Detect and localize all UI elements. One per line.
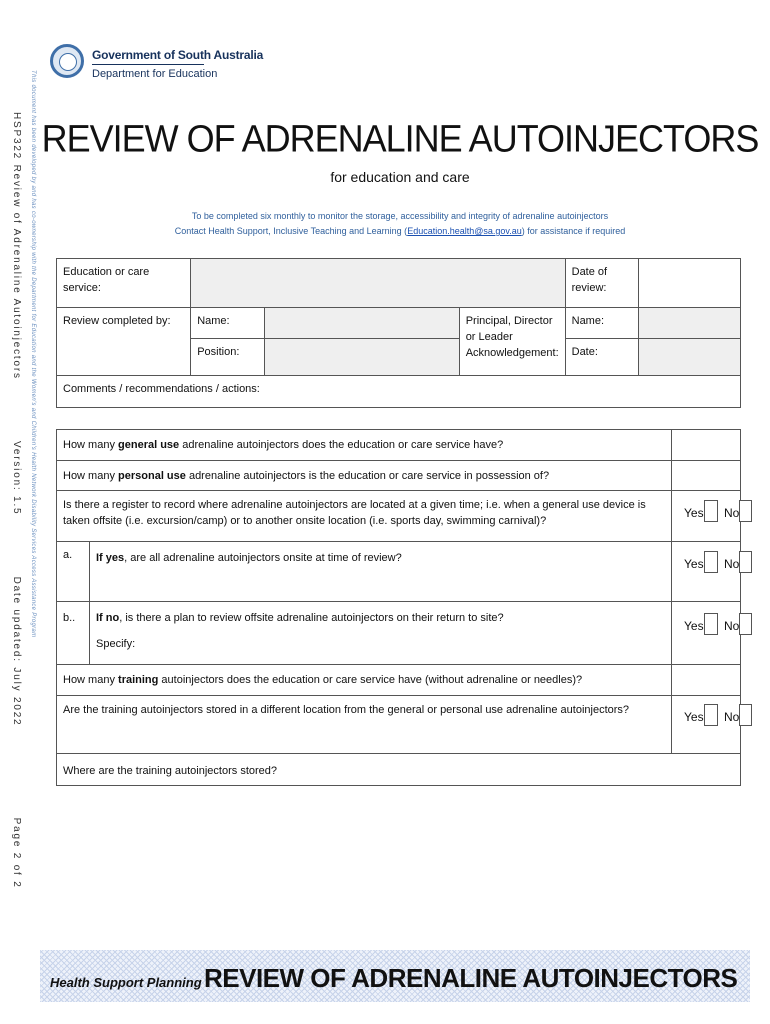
register-no-checkbox[interactable] bbox=[739, 500, 752, 522]
position-field[interactable] bbox=[264, 339, 459, 376]
page-title: REVIEW OF ADRENALINE AUTOINJECTORS bbox=[41, 116, 759, 160]
footer-title: REVIEW OF ADRENALINE AUTOINJECTORS bbox=[204, 963, 738, 993]
specify-label: Specify: bbox=[96, 638, 136, 650]
onsite-no-checkbox[interactable] bbox=[739, 551, 752, 573]
instructions-post: ) for assistance if required bbox=[521, 226, 626, 236]
no-label: No bbox=[724, 506, 740, 520]
question-training-location-different: Are the training autoinjectors stored in a different location from the general or personal use adrenaline autoinjectors? bbox=[57, 696, 672, 754]
yes-label: Yes bbox=[684, 710, 704, 724]
footer-program-name: Health Support Planning bbox=[50, 975, 202, 990]
name-field[interactable] bbox=[264, 308, 459, 339]
side-ownership-note: This document has been developed by and has co-ownership with the Department for Education and the Women's and Children's Health Network Disability Services Access Assistance Program bbox=[30, 70, 36, 638]
government-crest-logo bbox=[50, 44, 84, 78]
question-b: If no, is there a plan to review offsite adrenaline autoinjectors on their return to site? Specify: bbox=[90, 602, 672, 665]
yes-label: Yes bbox=[684, 619, 704, 633]
comments-label[interactable]: Comments / recommendations / actions: bbox=[57, 376, 741, 408]
principal-name-field[interactable] bbox=[638, 308, 740, 339]
name-label: Name: bbox=[191, 308, 265, 339]
page-subtitle: for education and care bbox=[330, 169, 470, 185]
plan-yes-checkbox[interactable] bbox=[704, 613, 718, 635]
question-a: If yes, are all adrenaline autoinjectors onsite at time of review? bbox=[90, 542, 672, 602]
question-training-count: How many training autoinjectors does the education or care service have (without adrenaline or needles)? bbox=[57, 665, 672, 696]
answer-personal-use-field[interactable] bbox=[672, 461, 741, 491]
service-field[interactable] bbox=[191, 259, 565, 308]
plan-no-checkbox[interactable] bbox=[739, 613, 752, 635]
principal-name-label: Name: bbox=[565, 308, 638, 339]
date-of-review-field[interactable] bbox=[638, 259, 740, 308]
no-label: No bbox=[724, 557, 740, 571]
instructions-line-1: To be completed six monthly to monitor the storage, accessibility and integrity of adrenaline autoinjectors bbox=[191, 211, 609, 221]
principal-date-label: Date: bbox=[565, 339, 638, 376]
onsite-yes-checkbox[interactable] bbox=[704, 551, 718, 573]
department-name: Department for Education bbox=[92, 68, 218, 80]
principal-date-field[interactable] bbox=[638, 339, 740, 376]
doc-page: Page 2 of 2 bbox=[11, 817, 22, 889]
contact-email-link[interactable]: Education.health@sa.gov.au bbox=[407, 226, 522, 236]
question-register: Is there a register to record where adrenaline autoinjectors are located at a given time; i.e. when a general use device is taken offsite (i.e. excursion/camp) or to another onsite location (i.e. sports day, swimming carnival)? bbox=[57, 491, 672, 542]
review-details-table bbox=[56, 258, 741, 408]
question-training-stored-where[interactable]: Where are the training autoinjectors stored? bbox=[57, 754, 741, 786]
review-completed-by-label: Review completed by: bbox=[57, 308, 191, 376]
position-label: Position: bbox=[191, 339, 265, 376]
instructions-line-2 bbox=[0, 226, 770, 236]
yes-label: Yes bbox=[684, 506, 704, 520]
question-a-letter: a. bbox=[57, 542, 90, 602]
principal-acknowledgement-label: Principal, Director or Leader Acknowledgement: bbox=[459, 308, 565, 376]
question-general-use: How many general use adrenaline autoinjectors does the education or care service have? bbox=[57, 430, 672, 461]
date-of-review-label: Date of review: bbox=[565, 259, 638, 308]
answer-general-use-field[interactable] bbox=[672, 430, 741, 461]
training-location-no-checkbox[interactable] bbox=[739, 704, 752, 726]
no-label: No bbox=[724, 710, 740, 724]
questions-table bbox=[56, 429, 741, 786]
no-label: No bbox=[724, 619, 740, 633]
service-label: Education or care service: bbox=[57, 259, 191, 308]
doc-code: HSP322 Review of Adrenaline Autoinjectors bbox=[11, 112, 22, 380]
question-b-letter: b.. bbox=[57, 602, 90, 665]
government-name: Government of South Australia bbox=[92, 48, 264, 62]
training-location-yes-checkbox[interactable] bbox=[704, 704, 718, 726]
header-divider bbox=[92, 64, 204, 65]
answer-training-count-field[interactable] bbox=[672, 665, 741, 696]
question-personal-use: How many personal use adrenaline autoinjectors is the education or care service in possession of? bbox=[57, 461, 672, 491]
doc-version: Version: 1.5 bbox=[11, 441, 22, 516]
instructions-pre: Contact Health Support, Inclusive Teaching and Learning ( bbox=[174, 226, 408, 236]
doc-date-updated: Date updated: July 2022 bbox=[11, 576, 22, 727]
yes-label: Yes bbox=[684, 557, 704, 571]
register-yes-checkbox[interactable] bbox=[704, 500, 718, 522]
